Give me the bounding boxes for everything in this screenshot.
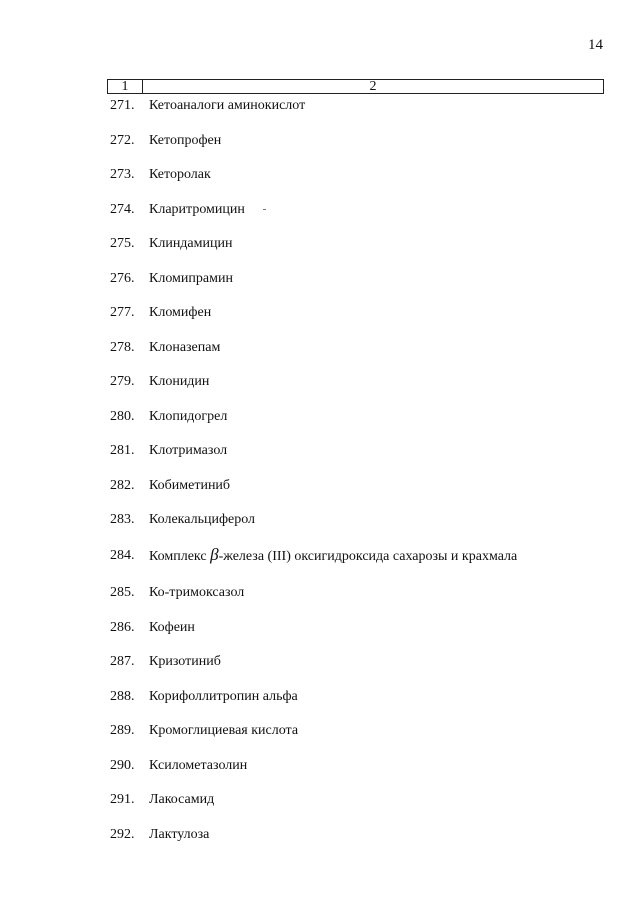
entry-row [110, 654, 221, 670]
entry-row [110, 167, 211, 183]
entry-name: Лакосамид [149, 792, 215, 807]
entry-number: 272. [110, 133, 135, 148]
entry-row [110, 723, 298, 739]
entry-row [110, 98, 305, 114]
entry-number: 271. [110, 98, 135, 113]
entry-number: 285. [110, 585, 135, 600]
entry-name: Ксилометазолин [149, 758, 248, 773]
entry-row [110, 374, 209, 390]
entry-row [110, 792, 214, 808]
entry-number: 276. [110, 271, 135, 286]
header-cell-2: 2 [369, 79, 377, 94]
entry-row [110, 512, 255, 528]
page-number: 14 [588, 37, 603, 53]
entry-name: Клиндамицин [149, 236, 233, 251]
entry-row [110, 545, 518, 565]
entry-number: 280. [110, 409, 135, 424]
entry-row [110, 271, 233, 287]
entry-name: Кетопрофен [149, 133, 222, 148]
entry-name: Кломифен [149, 305, 212, 320]
entry-row [110, 236, 232, 252]
entry-name-prefix: Комплекс [149, 549, 211, 564]
entry-name: Кризотиниб [149, 654, 221, 669]
entry-number: 288. [110, 689, 135, 704]
entry-row [110, 758, 247, 774]
entry-name: Ко-тримоксазол [149, 585, 245, 600]
entry-name: Кофеин [149, 620, 195, 635]
entry-number: 289. [110, 723, 135, 738]
entry-row [110, 443, 227, 459]
entry-number: 282. [110, 478, 135, 493]
entry-number: 287. [110, 654, 135, 669]
entry-number: 283. [110, 512, 135, 527]
entry-name: Кромоглициевая кислота [149, 723, 299, 738]
entry-name: Лактулоза [149, 827, 210, 842]
entry-number: 281. [110, 443, 135, 458]
entry-name: Колекальциферол [149, 512, 256, 527]
entry-name: Клопидогрел [149, 409, 228, 424]
entry-row [110, 202, 245, 218]
entry-row [110, 305, 211, 321]
entry-name: Кеторолак [149, 167, 211, 182]
entry-number: 290. [110, 758, 135, 773]
entry-row [110, 827, 209, 843]
entry-number: 274. [110, 202, 135, 217]
entry-row [110, 340, 220, 356]
beta-symbol: β [210, 545, 219, 564]
entry-number: 277. [110, 305, 135, 320]
entry-row [110, 478, 230, 494]
entry-number: 291. [110, 792, 135, 807]
entry-number: 273. [110, 167, 135, 182]
entry-row [110, 689, 298, 705]
entry-name: Кларитромицин [149, 202, 245, 217]
entry-name: Клонидин [149, 374, 210, 389]
entry-name [149, 545, 518, 565]
entry-name: Кобиметиниб [149, 478, 231, 493]
entry-row [110, 620, 195, 636]
entry-number: 275. [110, 236, 135, 251]
entry-number: 292. [110, 827, 135, 842]
entry-row [110, 585, 244, 601]
entry-name: Кетоаналоги аминокислот [149, 98, 306, 113]
entry-number: 284. [110, 548, 135, 563]
entry-name: Клоназепам [149, 340, 221, 355]
header-cell-1: 1 [108, 80, 143, 93]
entry-name: Клотримазол [149, 443, 228, 458]
entry-number: 286. [110, 620, 135, 635]
entry-name: Корифоллитропин альфа [149, 689, 298, 704]
entry-name: Кломипрамин [149, 271, 233, 286]
entry-number: 279. [110, 374, 135, 389]
entry-row [110, 409, 227, 425]
entry-number: 278. [110, 340, 135, 355]
entry-name-suffix: -железа (III) оксигидроксида сахарозы и крахмала [218, 549, 518, 564]
entry-row [110, 133, 221, 149]
